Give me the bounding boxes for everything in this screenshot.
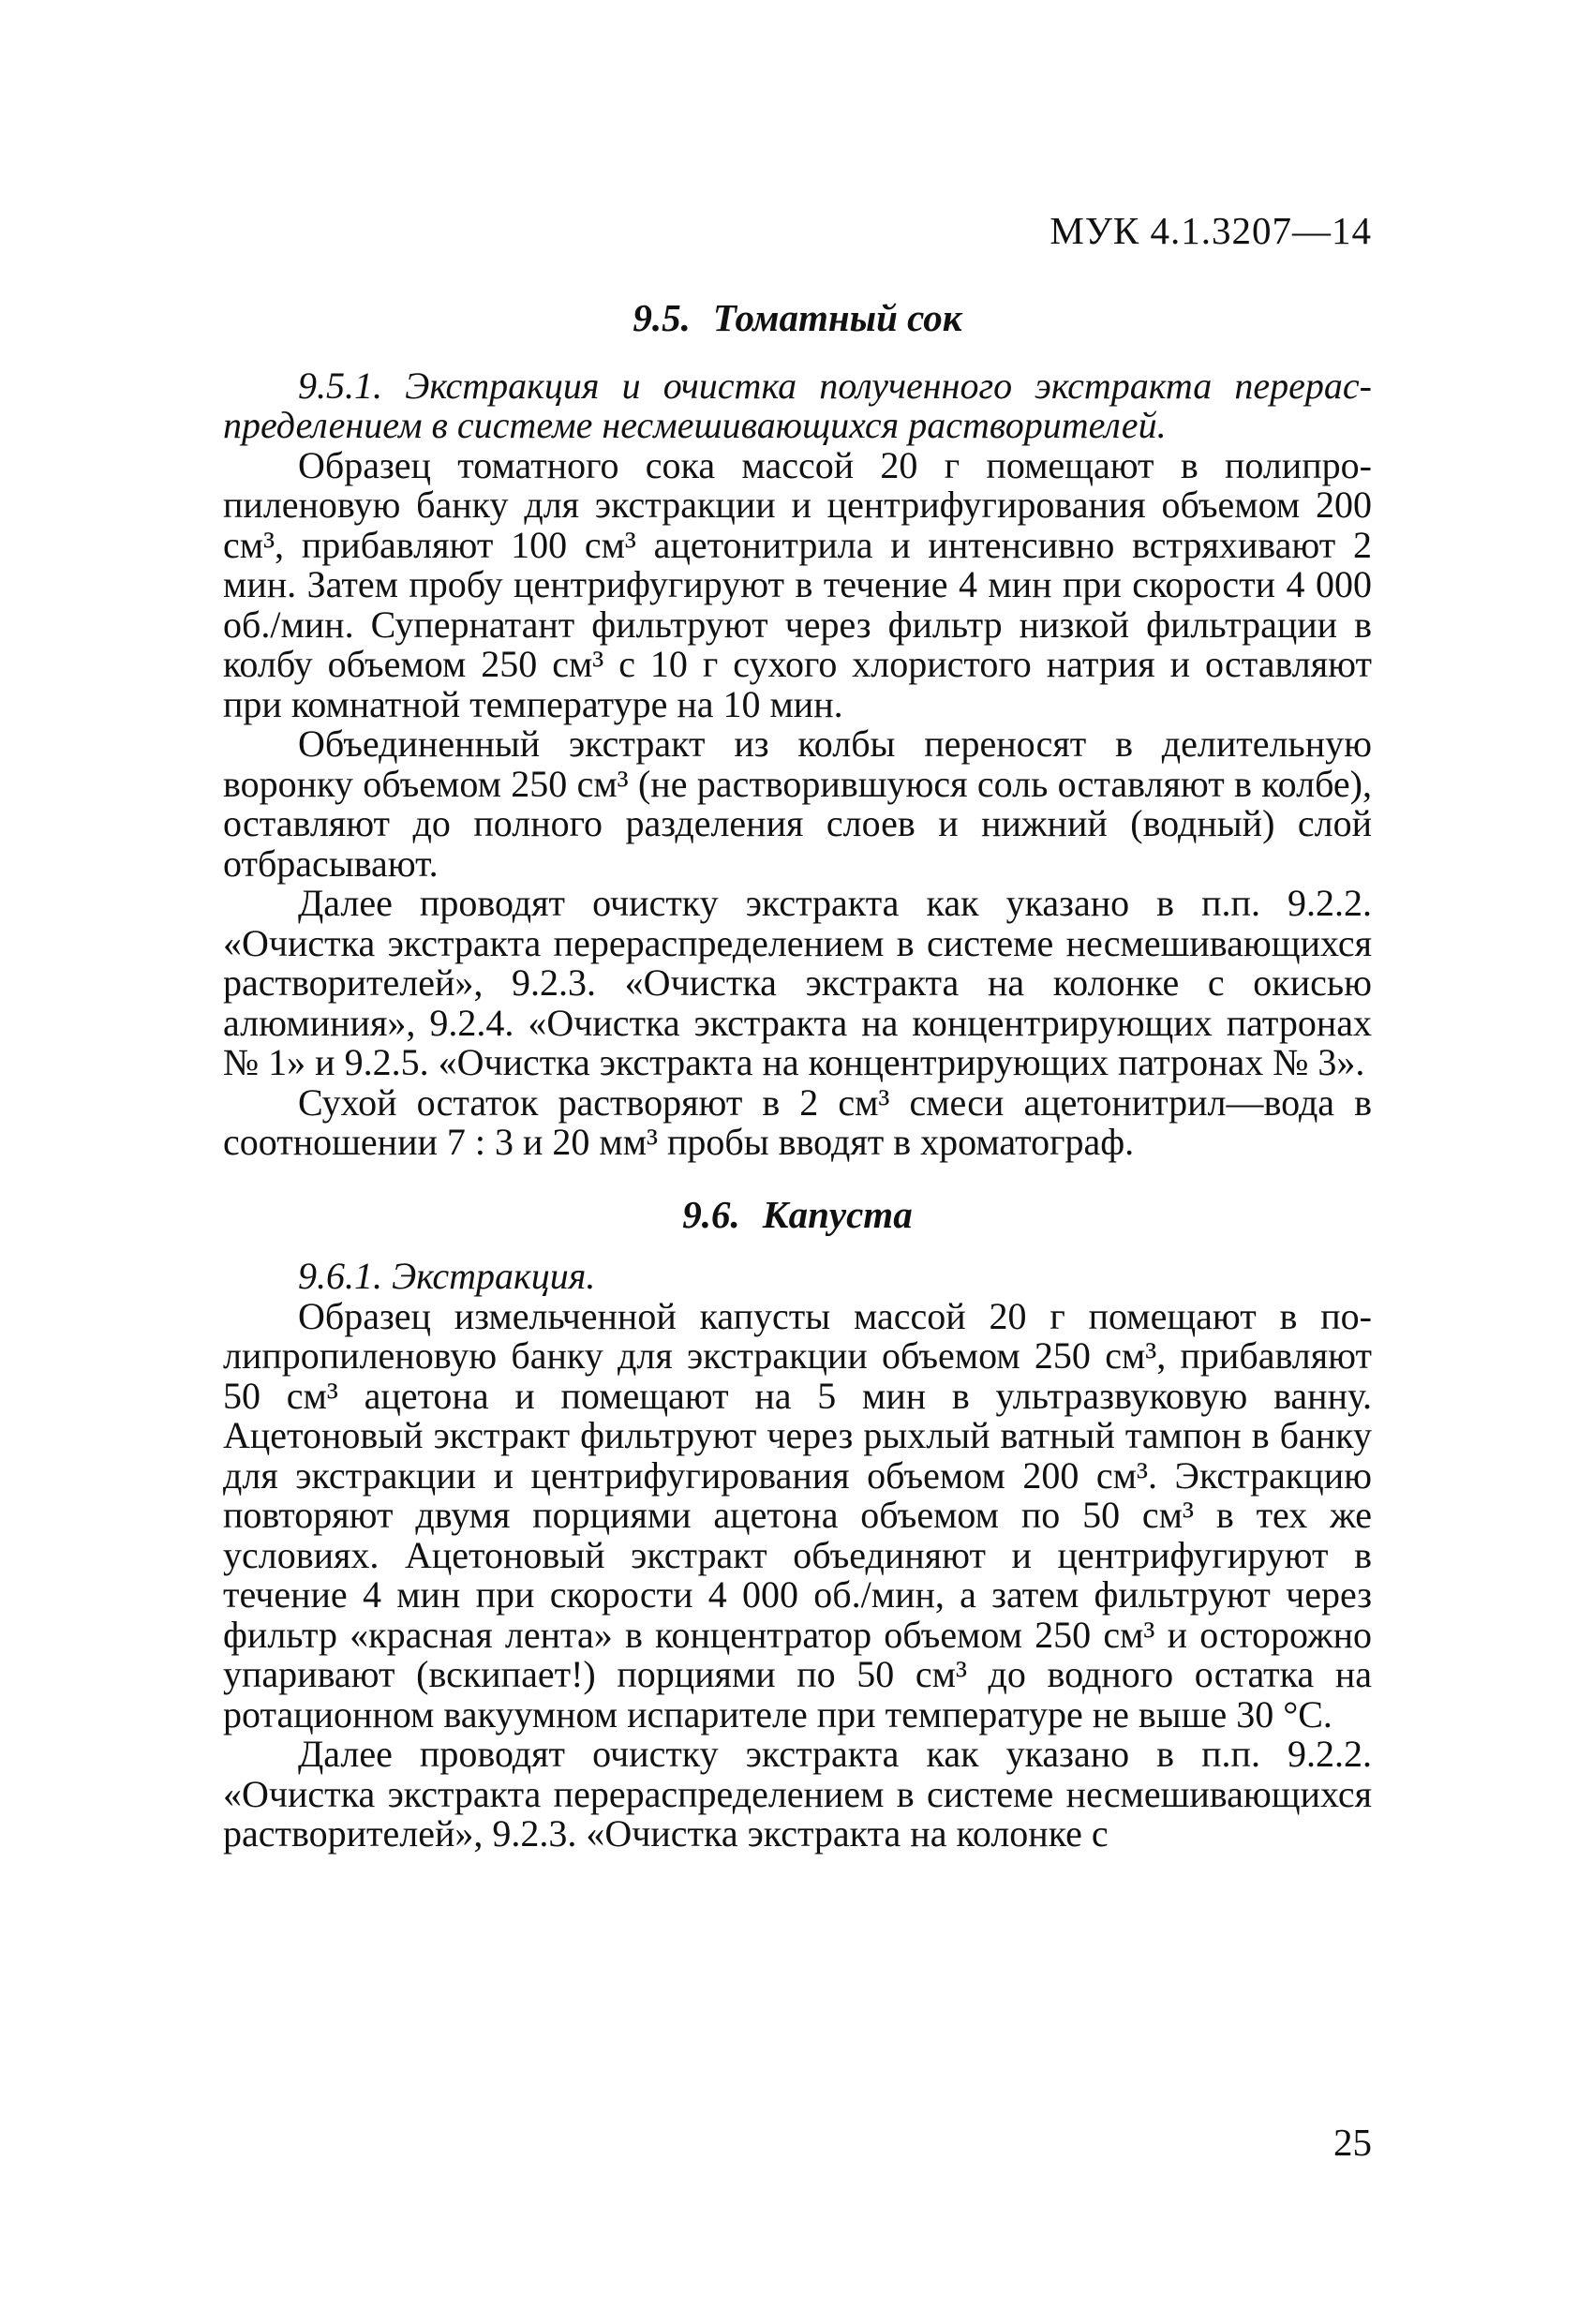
paragraph: Объединенный экстракт из колбы переносят в делительную воронку объемом 250 см³ (не растворившуюся соль оставляют в колбе), оставляют до полного разделения слоев и нижний (водный) слой отбрасывают.	[223, 723, 1372, 885]
section-title-text: Капуста	[762, 1192, 913, 1236]
paragraph: Образец измельченной капусты массой 20 г помещают в полипропиленовую банку для экстракции объемом 250 см³, прибавляют 50 см³ ацетона и помещают на 5 мин в ультразвуковую ванну. Ацетоновый экстракт фильтруют через рыхлый ватный тампон в банку для экстракции и центрифугирования объемом 200 см³. Экстракцию повторяют двумя порциями ацетона объемом по 50 см³ в тех же условиях. Ацетоновый экстракт объединяют и центрифугируют в течение 4 мин при скорости 4 000 об./мин, а затем фильтруют через фильтр «красная лента» в концентратор объемом 250 см³ и осторожно упаривают (вскипает!) порциями по 50 см³ до водного остатка на ротационном вакуумном испарителе при температуре не выше 30 °С.	[223, 1294, 1372, 1736]
section-title-cabbage	[223, 1192, 1372, 1236]
paragraph: Образец томатного сока массой 20 г помещают в полипропиленовую банку для экстракции и центрифугирования объемом 200 см³, прибавляют 100 см³ ацетонитрила и интенсивно встряхивают 2 мин. Затем пробу центрифугируют в течение 4 мин при скорости 4 000 об./мин. Супернатант фильтруют через фильтр низкой фильтрации в колбу объемом 250 см³ с 10 г сухого хлористого натрия и оставляют при комнатной температуре на 10 мин.	[223, 443, 1372, 725]
document-code: МУК 4.1.3207—14	[1050, 209, 1372, 252]
section-number: 9.5.	[633, 296, 691, 339]
subsection-heading: 9.5.1. Экстракция и очистка полученного экстракта перераспределением в системе несмешивающихся растворителей.	[223, 364, 1372, 446]
paragraph: Далее проводят очистку экстракта как указано в п.п. 9.2.2. «Очистка экстракта перераспределением в системе несмешивающихся растворителей», 9.2.3. «Очистка экстракта на колонке с	[223, 1733, 1372, 1855]
paragraph: Далее проводят очистку экстракта как указано в п.п. 9.2.2. «Очистка экстракта перераспределением в системе несмешивающихся растворителей», 9.2.3. «Очистка экстракта на колонке с окисью алюминия», 9.2.4. «Очистка экстракта на концентрирующих патронах № 1» и 9.2.5. «Очистка экстракта на концентрирующих патронах № 3».	[223, 882, 1372, 1083]
subsection-heading: 9.6.1. Экстракция.	[298, 1255, 596, 1297]
page-number: 25	[1333, 2121, 1372, 2164]
paragraph: Сухой остаток растворяют в 2 см³ смеси ацетонитрил—вода в соотношении 7 : 3 и 20 мм³ пробы вводят в хроматограф.	[223, 1080, 1372, 1163]
page-body	[223, 298, 1372, 1855]
section-title-text: Томатный сок	[712, 296, 962, 339]
section-title-tomato-juice	[223, 298, 1372, 338]
section-number: 9.6.	[682, 1192, 740, 1236]
